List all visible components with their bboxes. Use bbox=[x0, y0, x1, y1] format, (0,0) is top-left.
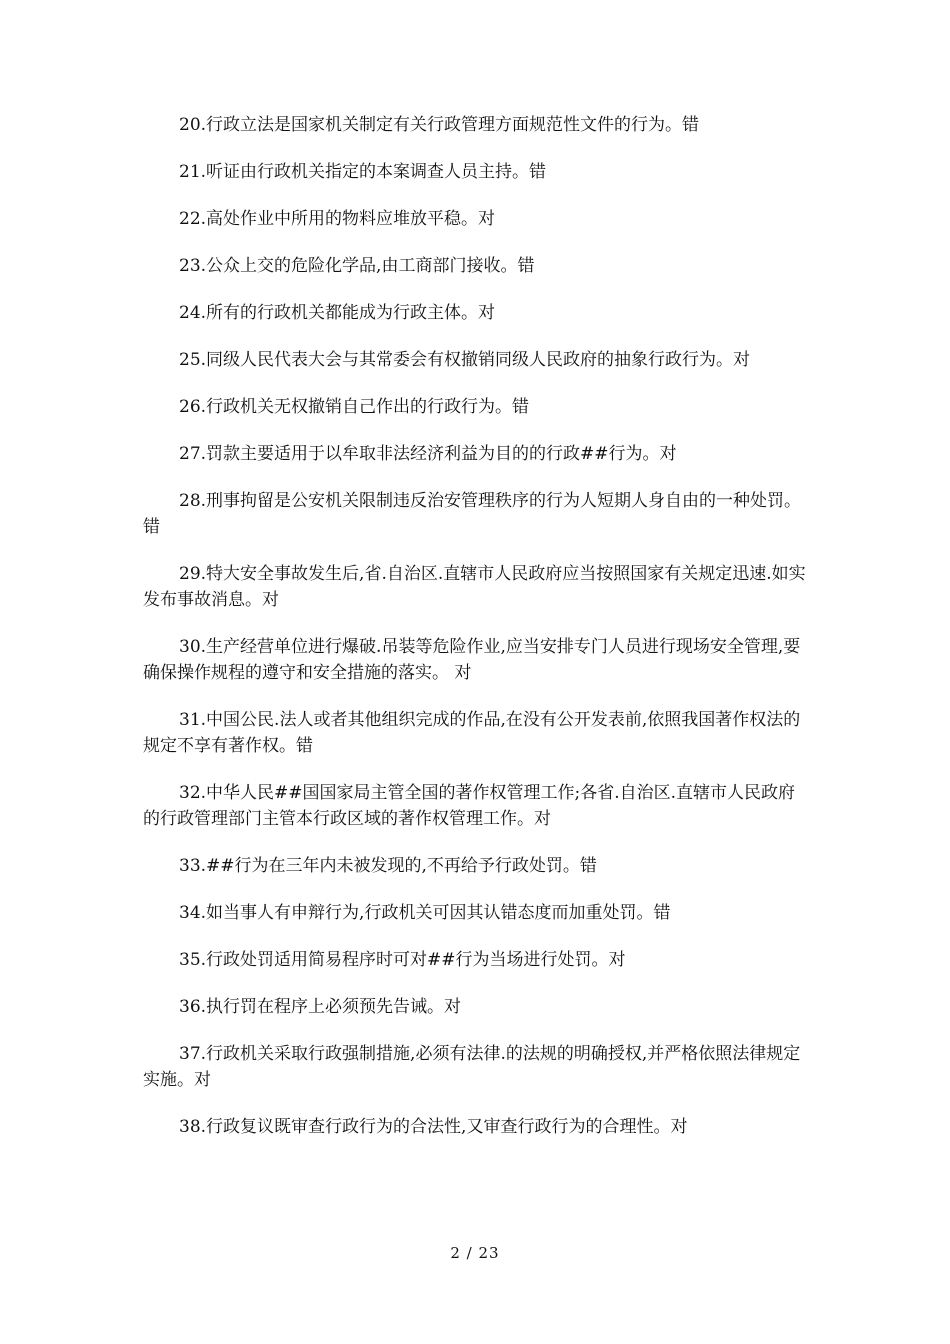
question-item-35: 35.行政处罚适用简易程序时可对##行为当场进行处罚。对 bbox=[179, 950, 626, 970]
question-item-24: 24.所有的行政机关都能成为行政主体。对 bbox=[179, 303, 496, 323]
question-item-38: 38.行政复议既审查行政行为的合法性,又审查行政行为的合理性。对 bbox=[179, 1117, 688, 1137]
question-list bbox=[143, 112, 807, 1161]
question-item-25: 25.同级人民代表大会与其常委会有权撤销同级人民政府的抽象行政行为。对 bbox=[179, 350, 751, 370]
question-item-36: 36.执行罚在程序上必须预先告诫。对 bbox=[179, 997, 462, 1017]
question-item-23: 23.公众上交的危险化学品,由工商部门接收。错 bbox=[179, 256, 535, 276]
question-item-34: 34.如当事人有申辩行为,行政机关可因其认错态度而加重处罚。错 bbox=[179, 903, 671, 923]
question-item-21: 21.听证由行政机关指定的本案调查人员主持。错 bbox=[179, 162, 547, 182]
question-item-32: 32.中华人民##国国家局主管全国的著作权管理工作;各省.自治区.直辖市人民政府的行政管理部门主管本行政区域的著作权管理工作。对 bbox=[143, 783, 796, 829]
question-item-30: 30.生产经营单位进行爆破.吊装等危险作业,应当安排专门人员进行现场安全管理,要确保操作规程的遵守和安全措施的落实。 对 bbox=[143, 637, 801, 683]
question-item-26: 26.行政机关无权撤销自己作出的行政行为。错 bbox=[179, 397, 530, 417]
page-number: 2 / 23 bbox=[450, 1244, 500, 1262]
question-item-29: 29.特大安全事故发生后,省.自治区.直辖市人民政府应当按照国家有关规定迅速.如实发布事故消息。对 bbox=[143, 564, 806, 610]
question-item-22: 22.高处作业中所用的物料应堆放平稳。对 bbox=[179, 209, 496, 229]
question-item-37: 37.行政机关采取行政强制措施,必须有法律.的法规的明确授权,并严格依照法律规定实施。对 bbox=[143, 1044, 801, 1090]
question-item-20: 20.行政立法是国家机关制定有关行政管理方面规范性文件的行为。错 bbox=[179, 115, 700, 135]
question-item-27: 27.罚款主要适用于以牟取非法经济利益为目的的行政##行为。对 bbox=[179, 444, 677, 464]
question-item-28: 28.刑事拘留是公安机关限制违反治安管理秩序的行为人短期人身自由的一种处罚。错 bbox=[143, 491, 802, 537]
question-item-33: 33.##行为在三年内未被发现的,不再给予行政处罚。错 bbox=[179, 856, 597, 876]
question-item-31: 31.中国公民.法人或者其他组织完成的作品,在没有公开发表前,依照我国著作权法的规定不享有著作权。错 bbox=[143, 710, 801, 756]
